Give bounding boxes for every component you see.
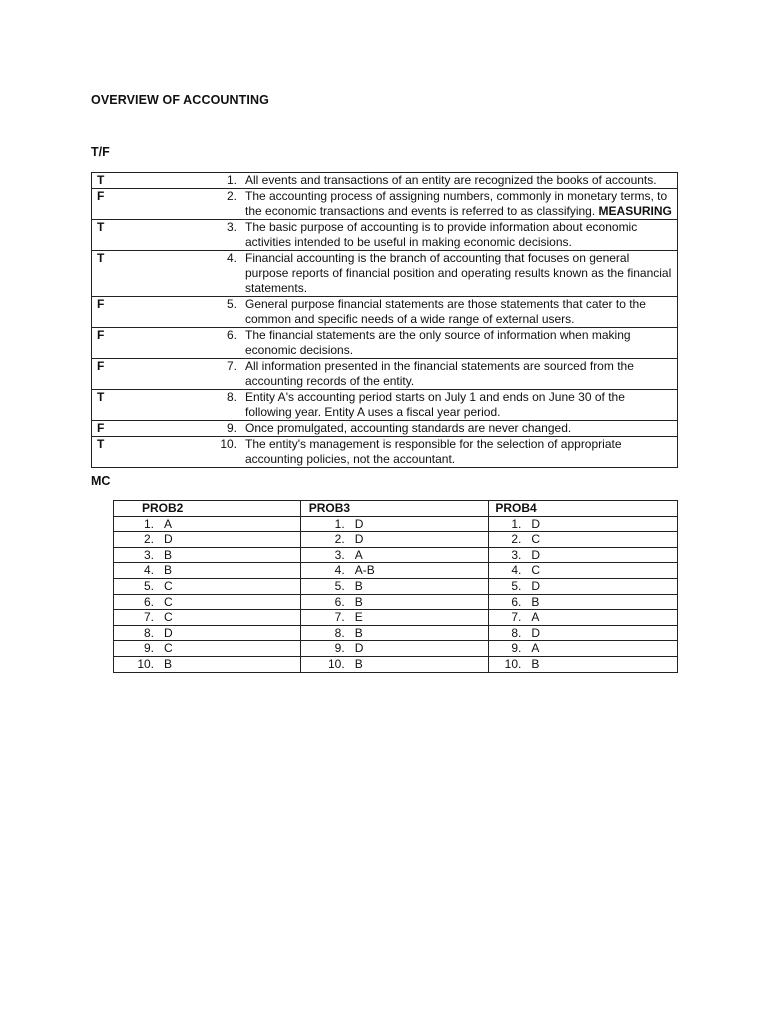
mc-cell xyxy=(300,532,489,548)
mc-cell xyxy=(489,625,678,641)
tf-question-number: 7. xyxy=(226,359,237,373)
mc-row xyxy=(114,625,678,641)
mc-cell xyxy=(489,547,678,563)
multiple-choice-table xyxy=(113,500,678,673)
mc-item-number: 8. xyxy=(511,625,522,640)
tf-question-number: 6. xyxy=(226,328,237,342)
tf-question-cell xyxy=(157,390,678,421)
tf-answer: F xyxy=(92,328,158,359)
mc-cell xyxy=(489,578,678,594)
mc-item-number: 1. xyxy=(511,516,522,531)
mc-cell xyxy=(489,516,678,532)
tf-question-cell xyxy=(157,297,678,328)
mc-answer: C xyxy=(164,594,173,609)
mc-answer: C xyxy=(164,578,173,593)
tf-row xyxy=(92,189,678,220)
mc-answer: D xyxy=(164,532,173,547)
tf-question-cell xyxy=(157,421,678,437)
tf-question-cell xyxy=(157,328,678,359)
mc-item-number: 2. xyxy=(511,532,522,547)
tf-row xyxy=(92,437,678,468)
mc-item-number: 6. xyxy=(511,594,522,609)
mc-cell xyxy=(300,563,489,579)
mc-cell xyxy=(489,641,678,657)
mc-item-number: 4. xyxy=(511,563,522,578)
mc-answer: B xyxy=(354,656,363,671)
tf-question-number: 1. xyxy=(226,173,237,187)
mc-answer: B xyxy=(531,656,540,671)
mc-cell xyxy=(300,578,489,594)
mc-row xyxy=(114,656,678,672)
mc-cell xyxy=(300,656,489,672)
mc-answer: A xyxy=(531,610,540,625)
tf-question-text: All information presented in the financial statements are sourced from the accounting records of the entity. xyxy=(245,359,634,388)
mc-item-number: 10. xyxy=(328,656,345,671)
mc-answer: C xyxy=(164,641,173,656)
mc-answer: D xyxy=(531,625,541,640)
mc-cell xyxy=(114,578,301,594)
tf-answer: F xyxy=(92,297,158,328)
mc-item-number: 6. xyxy=(143,594,154,609)
tf-question-number: 5. xyxy=(226,297,237,311)
tf-question-text: Once promulgated, accounting standards are never changed. xyxy=(245,421,572,435)
mc-row xyxy=(114,594,678,610)
mc-item-number: 5. xyxy=(143,578,154,593)
tf-answer: T xyxy=(92,173,158,189)
tf-question-cell xyxy=(157,173,678,189)
mc-cell xyxy=(114,547,301,563)
mc-row xyxy=(114,547,678,563)
mc-cell xyxy=(300,516,489,532)
mc-answer: D xyxy=(354,532,364,547)
tf-question-number: 8. xyxy=(226,390,237,404)
tf-row xyxy=(92,297,678,328)
mc-answer: B xyxy=(354,578,363,593)
mc-answer: A-B xyxy=(354,563,375,578)
mc-cell xyxy=(300,625,489,641)
tf-question-text: Financial accounting is the branch of accounting that focuses on general purpose reports of financial position and operating results known as the financial statements. xyxy=(245,251,672,295)
mc-header-prob2: PROB2 xyxy=(114,501,301,517)
mc-cell xyxy=(489,563,678,579)
mc-answer: C xyxy=(531,532,541,547)
mc-cell xyxy=(114,656,301,672)
tf-correction: MEASURING xyxy=(598,204,672,218)
mc-row xyxy=(114,610,678,626)
tf-question-cell xyxy=(157,220,678,251)
mc-cell xyxy=(300,594,489,610)
true-false-table xyxy=(91,172,678,468)
mc-answer: A xyxy=(354,547,363,562)
tf-row xyxy=(92,359,678,390)
mc-item-number: 3. xyxy=(334,547,345,562)
mc-header-prob4: PROB4 xyxy=(489,501,678,517)
mc-answer: D xyxy=(354,516,364,531)
tf-question-text: Entity A's accounting period starts on July 1 and ends on June 30 of the following year. Entity A uses a fiscal year period. xyxy=(245,390,625,419)
tf-question-text: General purpose financial statements are those statements that cater to the common and specific needs of a wide range of external users. xyxy=(245,297,646,326)
mc-answer: D xyxy=(354,641,364,656)
mc-item-number: 4. xyxy=(334,563,345,578)
mc-item-number: 9. xyxy=(143,641,154,656)
mc-cell xyxy=(300,547,489,563)
mc-answer: B xyxy=(164,547,173,562)
mc-row xyxy=(114,578,678,594)
mc-answer: D xyxy=(164,625,173,640)
tf-question-number: 2. xyxy=(226,189,237,203)
tf-answer: T xyxy=(92,437,158,468)
tf-answer: F xyxy=(92,421,158,437)
tf-answer: F xyxy=(92,189,158,220)
tf-question-number: 4. xyxy=(226,251,237,265)
tf-row xyxy=(92,390,678,421)
tf-row xyxy=(92,220,678,251)
tf-question-cell xyxy=(157,437,678,468)
mc-item-number: 2. xyxy=(334,532,345,547)
mc-cell xyxy=(114,516,301,532)
tf-question-text: The basic purpose of accounting is to provide information about economic activities intended to be useful in making economic decisions. xyxy=(245,220,638,249)
mc-item-number: 3. xyxy=(511,547,522,562)
mc-answer: C xyxy=(164,610,173,625)
mc-cell xyxy=(489,656,678,672)
mc-answer: A xyxy=(531,641,540,656)
mc-item-number: 4. xyxy=(143,563,154,578)
tf-question-cell xyxy=(157,189,678,220)
mc-answer: B xyxy=(164,563,173,578)
mc-cell xyxy=(489,610,678,626)
tf-question-text: All events and transactions of an entity are recognized the books of accounts. xyxy=(245,173,657,187)
mc-answer: B xyxy=(531,594,540,609)
mc-item-number: 7. xyxy=(143,610,154,625)
mc-section-heading: MC xyxy=(91,474,111,488)
tf-question-text: The entity's management is responsible for the selection of appropriate accounting policies, not the accountant. xyxy=(245,437,622,466)
mc-cell xyxy=(114,563,301,579)
mc-row xyxy=(114,516,678,532)
mc-item-number: 9. xyxy=(334,641,345,656)
mc-answer: B xyxy=(354,594,363,609)
tf-question-cell xyxy=(157,359,678,390)
mc-item-number: 8. xyxy=(143,625,154,640)
tf-row xyxy=(92,173,678,189)
mc-row xyxy=(114,532,678,548)
mc-item-number: 10. xyxy=(504,656,522,671)
mc-item-number: 1. xyxy=(334,516,345,531)
mc-item-number: 9. xyxy=(511,641,522,656)
mc-answer: C xyxy=(531,563,541,578)
mc-cell xyxy=(300,610,489,626)
mc-item-number: 7. xyxy=(334,610,345,625)
mc-item-number: 5. xyxy=(511,578,522,593)
mc-answer: A xyxy=(164,516,173,531)
tf-answer: F xyxy=(92,359,158,390)
mc-item-number: 7. xyxy=(511,610,522,625)
mc-cell xyxy=(114,532,301,548)
tf-question-text: The accounting process of assigning numbers, commonly in monetary terms, to the economic transactions and events is referred to as classifying. xyxy=(245,189,668,218)
mc-cell xyxy=(114,594,301,610)
tf-section-heading: T/F xyxy=(91,145,110,159)
tf-row xyxy=(92,328,678,359)
mc-cell xyxy=(300,641,489,657)
mc-cell xyxy=(114,610,301,626)
document-title: OVERVIEW OF ACCOUNTING xyxy=(91,93,269,107)
mc-item-number: 5. xyxy=(334,578,345,593)
tf-row xyxy=(92,251,678,297)
mc-item-number: 3. xyxy=(143,547,154,562)
mc-answer: D xyxy=(531,547,541,562)
mc-answer: D xyxy=(531,578,541,593)
tf-answer: T xyxy=(92,220,158,251)
mc-answer: B xyxy=(354,625,363,640)
tf-row xyxy=(92,421,678,437)
mc-row xyxy=(114,563,678,579)
tf-question-number: 9. xyxy=(226,421,237,435)
mc-cell xyxy=(114,641,301,657)
mc-item-number: 2. xyxy=(143,532,154,547)
tf-answer: T xyxy=(92,390,158,421)
mc-item-number: 8. xyxy=(334,625,345,640)
mc-item-number: 10. xyxy=(137,656,154,671)
mc-header-prob3: PROB3 xyxy=(300,501,489,517)
tf-question-text: The financial statements are the only source of information when making economic decisions. xyxy=(245,328,631,357)
mc-answer: D xyxy=(531,516,541,531)
mc-item-number: 1. xyxy=(143,516,154,531)
mc-cell xyxy=(489,532,678,548)
mc-row xyxy=(114,641,678,657)
mc-header-row xyxy=(114,501,678,517)
mc-cell xyxy=(114,625,301,641)
tf-question-cell xyxy=(157,251,678,297)
tf-question-number: 3. xyxy=(226,220,237,234)
mc-answer: E xyxy=(354,610,363,625)
mc-cell xyxy=(489,594,678,610)
mc-answer: B xyxy=(164,656,173,671)
tf-question-number: 10. xyxy=(220,437,237,451)
tf-answer: T xyxy=(92,251,158,297)
mc-item-number: 6. xyxy=(334,594,345,609)
